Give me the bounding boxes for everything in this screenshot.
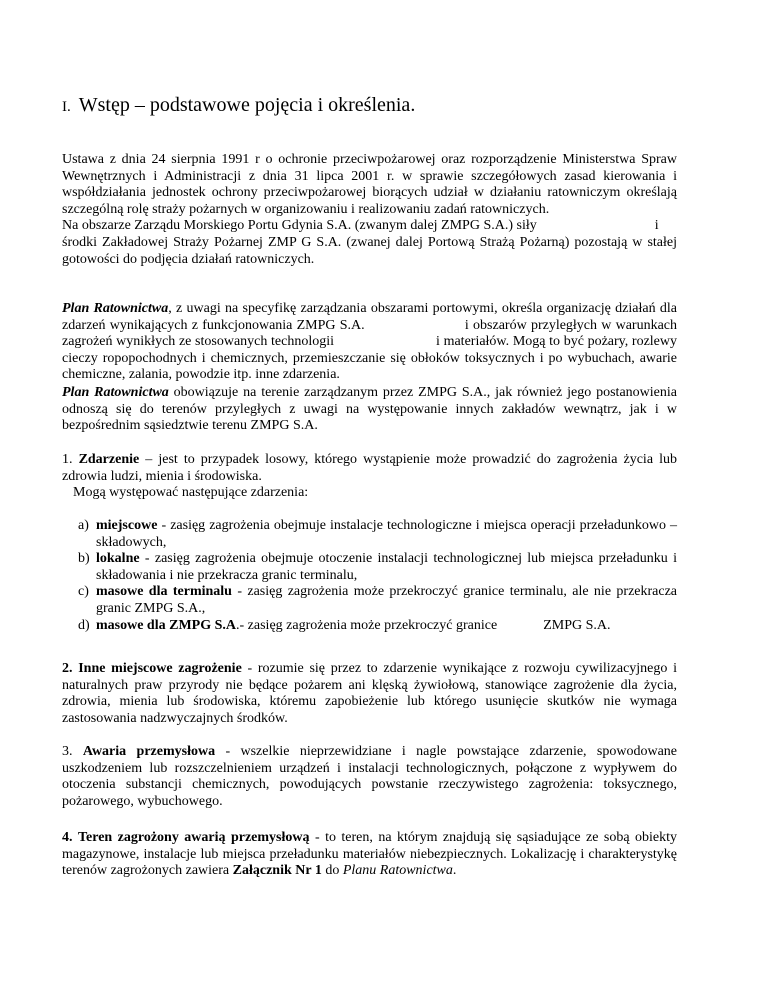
list-item-term: masowe dla ZMPG S [96,617,223,633]
definition-4 [62,830,677,880]
intro-text-2b: i [654,218,659,234]
list-item [78,518,677,551]
list-item-text: - zasięg zagrożenia obejmuje otoczenie instalacji technologicznej lub miejsca przeładunku i składowania i nie przekracza granic terminalu, [96,551,677,583]
list-item-label: c) [78,584,89,600]
intro-paragraph-1 [62,152,677,268]
definition-3 [62,744,677,810]
def1-term: Zdarzenie [78,452,140,467]
def4-text: - to teren, na którym znajdują się sąsiadujące ze sobą obiekty magazynowe, instalacje lub miejsca przeładunku materiałów niebezpiecznych. Lokalizację i charakterystykę terenów zagrożonych zawiera [62,830,678,879]
plan-paragraph-2 [62,385,677,435]
def4-mid: do [321,863,343,879]
def4-number: 4. [62,830,73,845]
list-item-text: .- zasięg zagrożenia może przekroczyć granice [236,617,498,633]
def3-number: 3. [62,744,73,759]
plan-text-2: obowiązuje na terenie zarządzanym przez ZMPG S.A., jak również jego postanowienia odnoszą się do terenów przyległych z uwagi na występowanie innych zakładów wewnątrz, jak i w bezpośrednim sąsiedztwie terenu ZMPG S.A. [62,385,677,434]
plan-paragraph-1 [62,301,677,384]
def3-term: Awaria przemysłowa [82,744,216,759]
list-item-text: - zasięg zagrożenia obejmuje instalacje technologiczne i miejsca operacji przeładunkowo – składowych, [96,518,677,550]
definition-1 [62,452,677,502]
def3-text: - wszelkie nieprzewidziane i nagle powstające zdarzenie, spowodowane uszkodzeniem lub rozszczelnieniem urządzeń i instalacji technologicznych, połączone z wypływem do otoczenia substancji chemicznych, powodujących powstanie rzeczywistego zagrożenia: toksycznego, pożarowego, wybuchowego. [62,744,678,809]
list-item [78,584,677,617]
def2-text: - rozumie się przez to zdarzenie wynikające z rozwoju cywilizacyjnego i naturalnych praw przyrody nie będące pożarem ani klęską żywiołową, stanowiące zagrożenie dla życia, zdrowia, mienia lub środowiska, któremu zapobieżenie lub którego usunięcie skutków nie wymaga zastosowania nadzwyczajnych środków. [62,661,678,726]
def4-reference: Planu Ratownictwa [342,863,453,879]
def1-lead: Mogą występować następujące zdarzenia: [73,485,309,501]
list-item-term-suffix: .A [222,617,237,633]
list-item-label: b) [78,551,90,567]
plan-term-2: Plan Ratownictwa [62,385,169,400]
def4-attachment: Załącznik Nr 1 [232,863,322,879]
list-item [78,551,677,584]
intro-text-2c: środki Zakładowej Straży Pożarnej ZMP G S.A. (zwanej dalej Portową Strażą Pożarną) pozostają w stałej gotowości do podjęcia działań ratowniczych. [62,234,677,267]
section-number: I. [62,99,71,115]
section-title: Wstęp – podstawowe pojęcia i określenia. [78,94,416,116]
plan-text-1c: przyległych w warunkach zagrożeń wynikłych ze stosowanych technologii [62,317,678,350]
event-types-list [78,518,677,634]
def1-number: 1. [62,452,73,467]
plan-text-1e: Mogą to być pożary, rozlewy cieczy ropopochodnych i chemicznych, przemieszczanie się obłoków toksycznych i po wybuchach, awarie chemiczne, zalania, powodzie itp. inne zdarzenia. [62,334,678,383]
plan-text-1d: i materiałów. [436,334,510,350]
section-heading [62,93,415,119]
list-item-term: lokalne [96,551,140,567]
intro-text-1: Ustawa z dnia 24 sierpnia 1991 r o ochronie przeciwpożarowej oraz rozporządzenie Ministerstwa Spraw Wewnętrznych i Administracji z dnia 31 lipca 2001 r. w sprawie szczegółowych zasad kierowania i współdziałania jednostek ochrony przeciwpożarowej biorących udział w działaniu ratowniczym określają szczególną rolę straży pożarnych w organizowaniu i realizowaniu zadań ratowniczych. [62,152,677,217]
def1-text: – jest to przypadek losowy, którego wystąpienie może prowadzić do zagrożenia życia lub zdrowia ludzi, mienia i środowiska. [62,452,677,484]
def2-term: Inne miejscowe zagrożenie [78,661,242,676]
definition-2 [62,661,677,727]
list-item-tail: ZMPG S.A. [543,617,611,633]
plan-text-1b: i obszarów [464,317,527,333]
def4-end: . [452,863,457,879]
plan-term: Plan Ratownictwa [62,301,169,316]
def2-number: 2. [62,661,73,676]
list-item-label: a) [78,518,89,533]
def4-term: Teren zagrożony awarią przemysłową [77,830,310,845]
plan-text-1a: , z uwagi na specyfikę zarządzania obszarami portowymi, określa organizację działań dla zdarzeń wynikających z funkcjonowania ZMPG S.A. [62,301,677,333]
list-item [78,618,677,635]
list-item-text: - zasięg zagrożenia może przekroczyć granice terminalu, ale nie przekracza granic ZMPG S.A., [96,584,678,616]
list-item-term: miejscowe [96,518,158,533]
intro-text-2a: Na obszarze Zarządu Morskiego Portu Gdynia S.A. (zwanym dalej ZMPG S.A.) siły [62,218,537,234]
list-item-term: masowe dla terminalu [96,584,232,600]
list-item-label: d) [78,617,90,633]
